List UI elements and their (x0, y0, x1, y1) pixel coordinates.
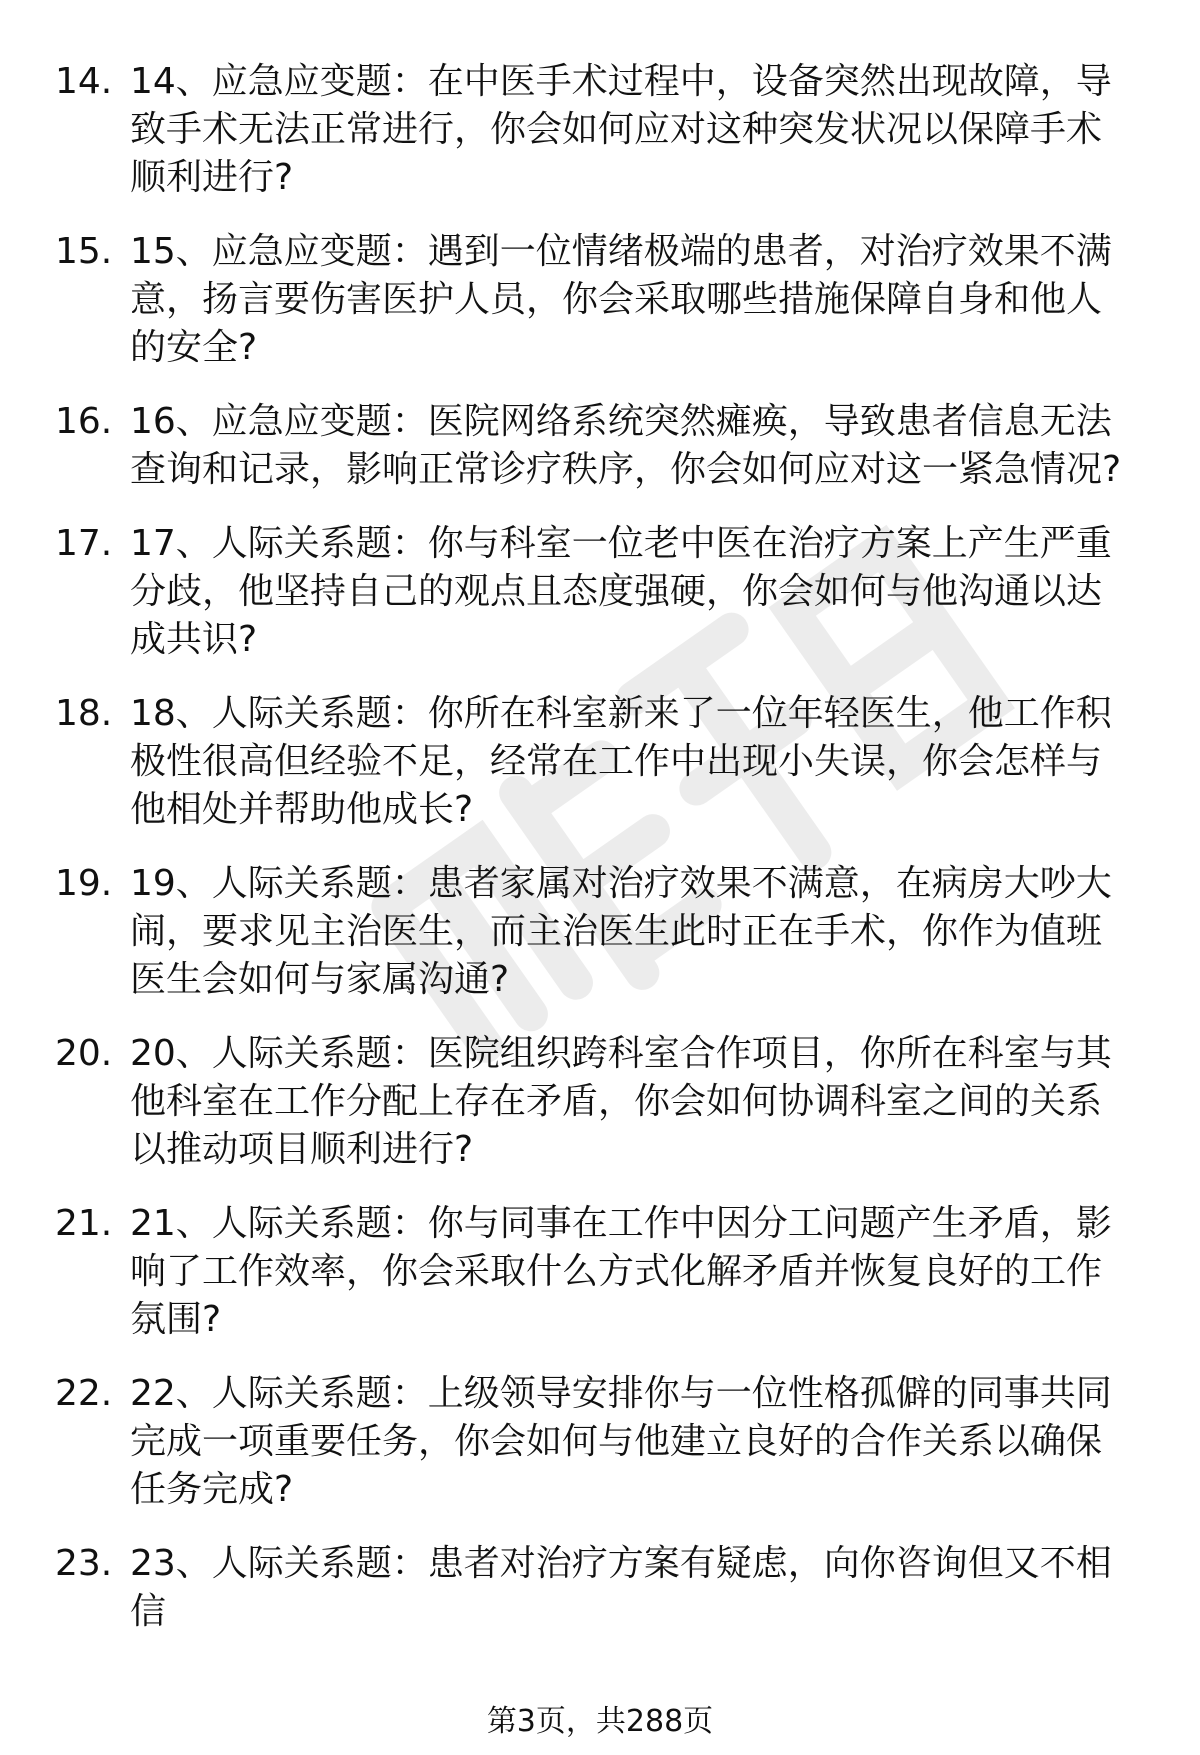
question-item (55, 1370, 1155, 1514)
page-footer: 第3页，共288页 (486, 1704, 714, 1739)
question-item (55, 860, 1155, 1004)
question-text: 14、应急应变题：在中医手术过程中，设备突然出现故障，导致手术无法正常进行，你会如何应对这种突发状况以保障手术顺利进行? (130, 61, 1112, 198)
question-list (55, 58, 1155, 1662)
question-number: 20. (55, 1033, 113, 1074)
question-text: 19、人际关系题：患者家属对治疗效果不满意，在病房大吵大闹，要求见主治医生，而主治医生此时正在手术，你作为值班医生会如何与家属沟通? (130, 863, 1112, 1000)
question-number: 14. (55, 61, 113, 102)
question-text: 16、应急应变题：医院网络系统突然瘫痪，导致患者信息无法查询和记录，影响正常诊疗秩序，你会如何应对这一紧急情况? (130, 401, 1122, 490)
question-text: 17、人际关系题：你与科室一位老中医在治疗方案上产生严重分歧，他坚持自己的观点且态度强硬，你会如何与他沟通以达成共识? (130, 523, 1112, 660)
question-number: 21. (55, 1203, 113, 1244)
question-item (55, 1540, 1155, 1636)
question-item (55, 520, 1155, 664)
question-text: 15、应急应变题：遇到一位情绪极端的患者，对治疗效果不满意，扬言要伤害医护人员，你会采取哪些措施保障自身和他人的安全? (130, 231, 1112, 368)
question-item (55, 398, 1155, 494)
question-text: 23、人际关系题：患者对治疗方案有疑虑，向你咨询但又不相信 (130, 1543, 1112, 1632)
question-number: 17. (55, 523, 113, 564)
question-item (55, 58, 1155, 202)
question-text: 20、人际关系题：医院组织跨科室合作项目，你所在科室与其他科室在工作分配上存在矛盾，你会如何协调科室之间的关系以推动项目顺利进行? (130, 1033, 1112, 1170)
question-number: 18. (55, 693, 113, 734)
question-number: 15. (55, 231, 113, 272)
question-item (55, 228, 1155, 372)
question-item (55, 690, 1155, 834)
question-number: 19. (55, 863, 113, 904)
question-text: 21、人际关系题：你与同事在工作中因分工问题产生矛盾，影响了工作效率，你会采取什么方式化解矛盾并恢复良好的工作氛围? (130, 1203, 1112, 1340)
question-text: 18、人际关系题：你所在科室新来了一位年轻医生，他工作积极性很高但经验不足，经常在工作中出现小失误，你会怎样与他相处并帮助他成长? (130, 693, 1112, 830)
question-number: 22. (55, 1373, 113, 1414)
question-text: 22、人际关系题：上级领导安排你与一位性格孤僻的同事共同完成一项重要任务，你会如何与他建立良好的合作关系以确保任务完成? (130, 1373, 1112, 1510)
question-item (55, 1200, 1155, 1344)
question-number: 16. (55, 401, 113, 442)
question-number: 23. (55, 1543, 113, 1584)
question-item (55, 1030, 1155, 1174)
